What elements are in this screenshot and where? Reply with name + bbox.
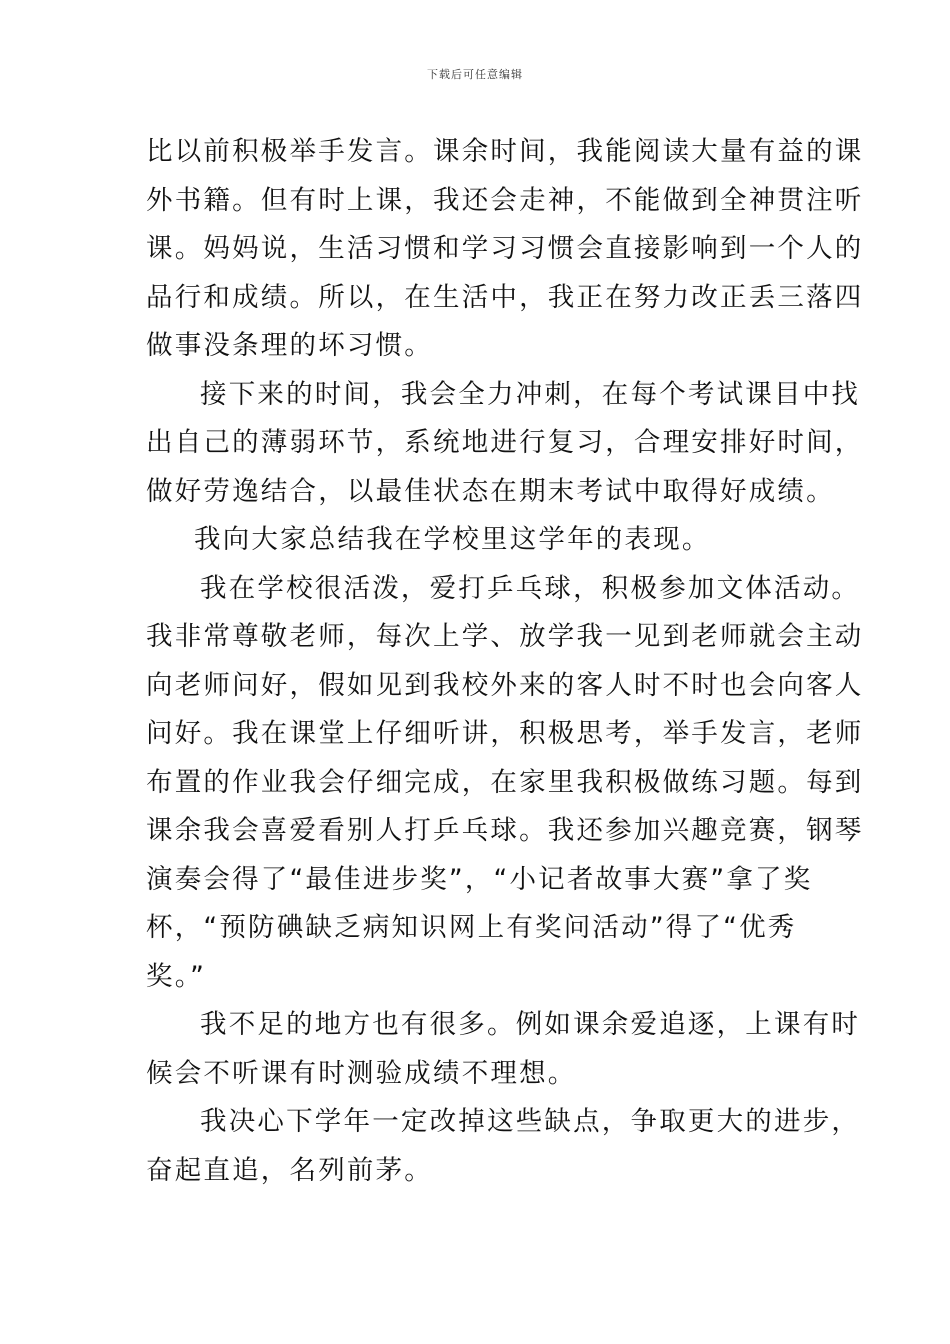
text-line: 课余我会喜爱看别人打乒乓球。我还参加兴趣竞赛，钢琴 [146,815,864,846]
text-line: 演奏会得了“最佳进步奖”，“小记者故事大赛”拿了奖 [146,863,813,895]
text-line: 做好劳逸结合，以最佳状态在期末考试中取得好成绩。 [146,475,835,507]
text-line: 我决心下学年一定改掉这些缺点，争取更大的进步， [200,1106,861,1137]
paragraph [146,565,864,1002]
text-line: 我不足的地方也有很多。例如课余爱追逐，上课有时 [200,1009,861,1040]
paragraph [146,128,864,371]
text-line: 做事没条理的坏习惯。 [146,330,433,361]
paragraph [146,371,864,517]
text-line: 我向大家总结我在学校里这学年的表现。 [194,524,711,555]
text-line: 出自己的薄弱环节，系统地进行复习，合理安排好时间， [146,427,864,458]
paragraph [146,516,808,565]
text-line: 课。妈妈说，生活习惯和学习习惯会直接影响到一个人的 [146,233,864,264]
text-line: 奖。” [146,960,207,992]
paragraph [146,1098,861,1195]
paragraph [146,1001,861,1098]
text-line: 接下来的时间，我会全力冲刺，在每个考试课目中找 [200,378,861,410]
text-line: 外书籍。但有时上课，我还会走神，不能做到全神贯注听 [146,184,864,216]
text-line: 候会不听课有时测验成绩不理想。 [146,1057,577,1089]
header-note: 下载后可任意编辑 [427,68,523,81]
document-body [146,128,864,1195]
text-line: 我在学校很活泼，爱打乒乓球，积极参加文体活动。 [200,572,861,604]
text-line: 比以前积极举手发言。课余时间，我能阅读大量有益的课 [146,136,864,167]
text-line: 我非常尊敬老师，每次上学、放学我一见到老师就会主动 [146,621,864,652]
text-line: 问好。我在课堂上仔细听讲，积极思考，举手发言，老师 [146,718,864,749]
text-line: 向老师问好，假如见到我校外来的客人时不时也会向客人 [146,669,864,701]
text-line: 杯，“预防碘缺乏病知识网上有奖问活动”得了“优秀 [146,912,797,943]
text-line: 品行和成绩。所以，在生活中，我正在努力改正丢三落四 [146,281,864,313]
text-line: 奋起直追，名列前茅。 [146,1154,433,1186]
text-line: 布置的作业我会仔细完成，在家里我积极做练习题。每到 [146,766,864,798]
